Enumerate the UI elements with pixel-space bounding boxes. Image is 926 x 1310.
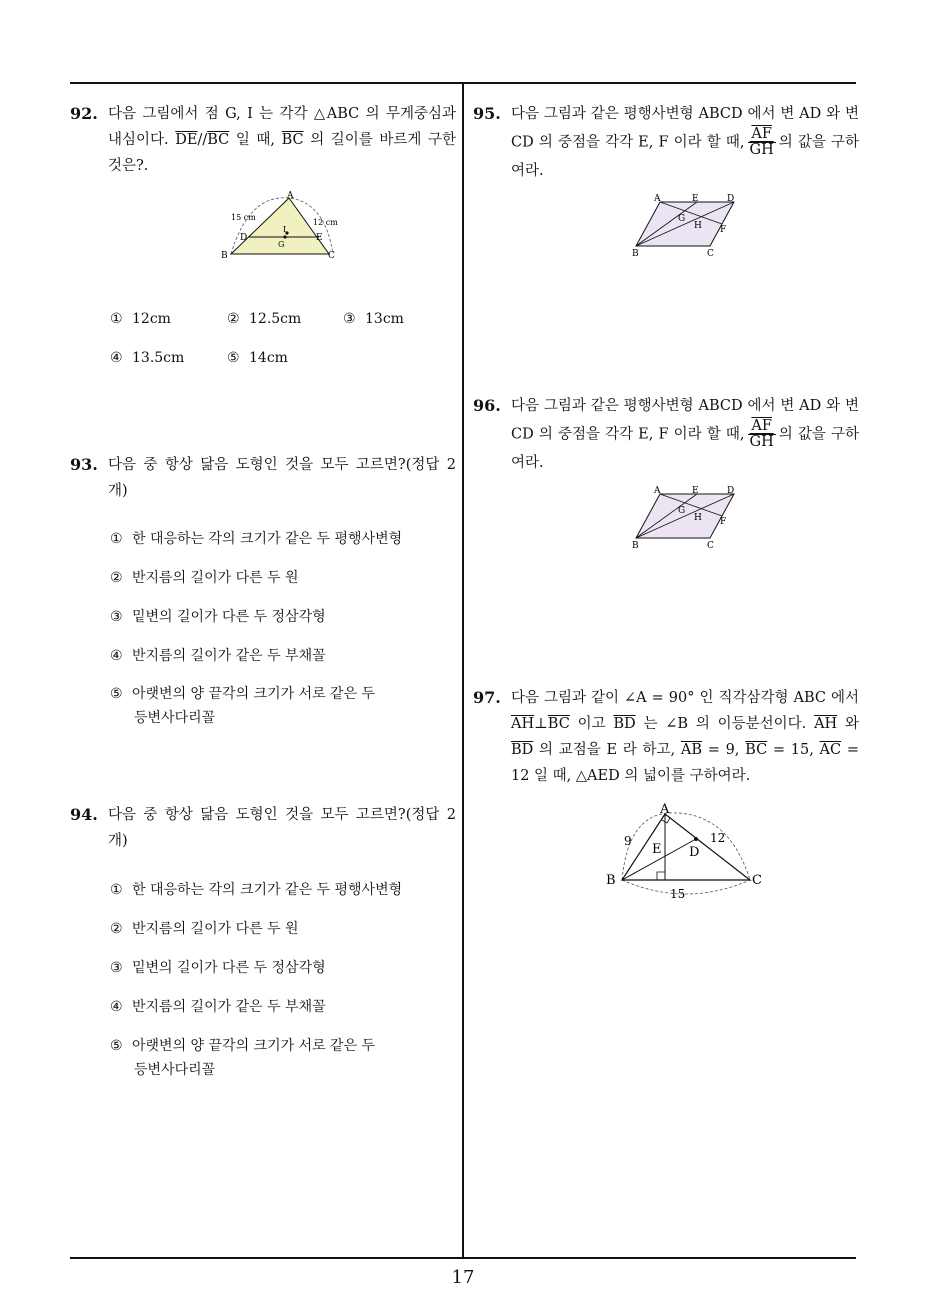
parallelogram-figure-95 <box>628 190 748 262</box>
label-h: H <box>694 221 702 231</box>
point-d <box>694 837 698 841</box>
problem-number: 92. <box>70 104 98 123</box>
label-d: D <box>689 845 700 860</box>
bottom-rule <box>70 1257 856 1259</box>
label-d: D <box>727 194 735 204</box>
label-e: E <box>692 194 699 204</box>
label-c: C <box>328 251 335 261</box>
label-c: C <box>752 873 762 888</box>
label-g: G <box>678 506 686 516</box>
problem-96 <box>473 393 859 476</box>
label-e: E <box>316 233 323 243</box>
problem-number: 95. <box>473 104 501 123</box>
label-ab-9: 9 <box>624 834 632 848</box>
problem-94 <box>70 802 456 854</box>
problem-stem: 다음 그림과 같이 ∠A = 90° 인 직각삼각형 ABC 에서 $\overline{AH}\perp\overline{BC}$ 이고 $\overline{BD}$ 는 ∠B 의 이등분선이다. $\overline{AH}$ 와 $\overline{BD}$ 의 교점을 E 라 하고, $\overline{AB} = 9$, $\overline{BC} = 15$, $\overline{AC} = 12$ 일 때, △AED 의 넓이를 구하여라. <box>511 690 859 784</box>
problem-95 <box>473 101 859 184</box>
right-angle-a <box>662 818 670 823</box>
label-a: A <box>654 194 661 204</box>
label-a: A <box>660 802 670 817</box>
choice-94-1[interactable]: ① 한 대응하는 각의 크기가 같은 두 평행사변형 <box>110 882 403 898</box>
choice-93-4[interactable]: ④ 반지름의 길이가 같은 두 부채꼴 <box>110 648 326 664</box>
label-bc-15: 15 <box>670 887 686 901</box>
choice-94-2[interactable]: ② 반지름의 길이가 다른 두 원 <box>110 921 299 937</box>
triangle-abc <box>622 814 750 880</box>
dashed-arc-bottom <box>622 880 750 894</box>
label-g: G <box>678 214 686 224</box>
choice-92-5[interactable]: ⑤ 14cm <box>227 350 288 366</box>
label-c: C <box>707 541 714 551</box>
choice-92-4[interactable]: ④ 13.5cm <box>110 350 185 366</box>
problem-number: 97. <box>473 688 501 707</box>
label-12cm: 12 cm <box>313 218 338 227</box>
fraction-af-gh: $\frac{\overline{AF}}{GH}$ <box>749 418 774 450</box>
problem-stem: 다음 중 항상 닮음 도형인 것을 모두 고르면?(정답 2 개) <box>108 457 456 499</box>
choice-92-1[interactable]: ① 12cm <box>110 311 171 327</box>
label-d: D <box>727 486 735 496</box>
choice-93-1[interactable]: ① 한 대응하는 각의 크기가 같은 두 평행사변형 <box>110 531 403 547</box>
label-i: I <box>283 225 287 234</box>
label-b: B <box>632 541 639 551</box>
page-number: 17 <box>451 1267 475 1288</box>
choice-94-5[interactable]: ⑤ 아랫변의 양 끝각의 크기가 서로 같은 두 등변사다리꼴 <box>110 1038 376 1078</box>
label-c: C <box>707 249 714 259</box>
problem-stem: 다음 중 항상 닮음 도형인 것을 모두 고르면?(정답 2 개) <box>108 807 456 849</box>
label-ac-12: 12 <box>710 831 726 845</box>
choice-92-3[interactable]: ③ 13cm <box>343 311 404 327</box>
triangle-figure-92 <box>215 188 345 263</box>
label-e: E <box>652 842 662 857</box>
choice-94-3[interactable]: ③ 밑변의 길이가 다른 두 정삼각형 <box>110 960 326 976</box>
problem-92 <box>70 101 456 179</box>
right-angle-h <box>657 872 665 880</box>
choice-92-2[interactable]: ② 12.5cm <box>227 311 302 327</box>
label-15cm: 15 cm <box>231 213 256 222</box>
label-b: B <box>606 873 616 888</box>
label-g: G <box>278 240 285 249</box>
label-a: A <box>287 191 294 201</box>
choice-93-3[interactable]: ③ 밑변의 길이가 다른 두 정삼각형 <box>110 609 326 625</box>
label-b: B <box>632 249 639 259</box>
point-g <box>283 235 286 238</box>
problem-number: 93. <box>70 455 98 474</box>
fraction-af-gh: $\frac{\overline{AF}}{GH}$ <box>749 126 774 158</box>
parallelogram-figure-96 <box>628 482 748 554</box>
label-d: D <box>240 233 248 243</box>
problem-number: 96. <box>473 396 501 415</box>
label-f: F <box>720 225 727 235</box>
problem-stem: 다음 그림에서 점 G, I 는 각각 △ABC 의 무게중심과 내심이다. $\overline{DE}//\overline{BC}$ 일 때, $\overline{BC}$ 의 길이를 바르게 구한 것은?. <box>108 106 457 174</box>
label-e: E <box>692 486 699 496</box>
problem-number: 94. <box>70 805 98 824</box>
choice-93-2[interactable]: ② 반지름의 길이가 다른 두 원 <box>110 570 299 586</box>
label-a: A <box>654 486 661 496</box>
problem-97 <box>473 685 859 789</box>
problem-stem: 다음 그림과 같은 평행사변형 ABCD 에서 변 AD 와 변 CD 의 중점을 각각 E, F 이라 할 때, $\frac{\overline{AF}}{GH}$ 의 값을 구하여라. <box>511 398 859 471</box>
choice-93-5[interactable]: ⑤ 아랫변의 양 끝각의 크기가 서로 같은 두 등변사다리꼴 <box>110 686 376 726</box>
label-f: F <box>720 517 727 527</box>
label-b: B <box>221 251 228 261</box>
problem-93 <box>70 452 456 504</box>
problem-stem: 다음 그림과 같은 평행사변형 ABCD 에서 변 AD 와 변 CD 의 중점을 각각 E, F 이라 할 때, $\frac{\overline{AF}}{GH}$ 의 값을 구하여라. <box>511 106 859 179</box>
column-divider <box>462 82 464 1258</box>
right-triangle-figure-97 <box>598 798 768 906</box>
label-h: H <box>694 513 702 523</box>
choice-94-4[interactable]: ④ 반지름의 길이가 같은 두 부채꼴 <box>110 999 326 1015</box>
